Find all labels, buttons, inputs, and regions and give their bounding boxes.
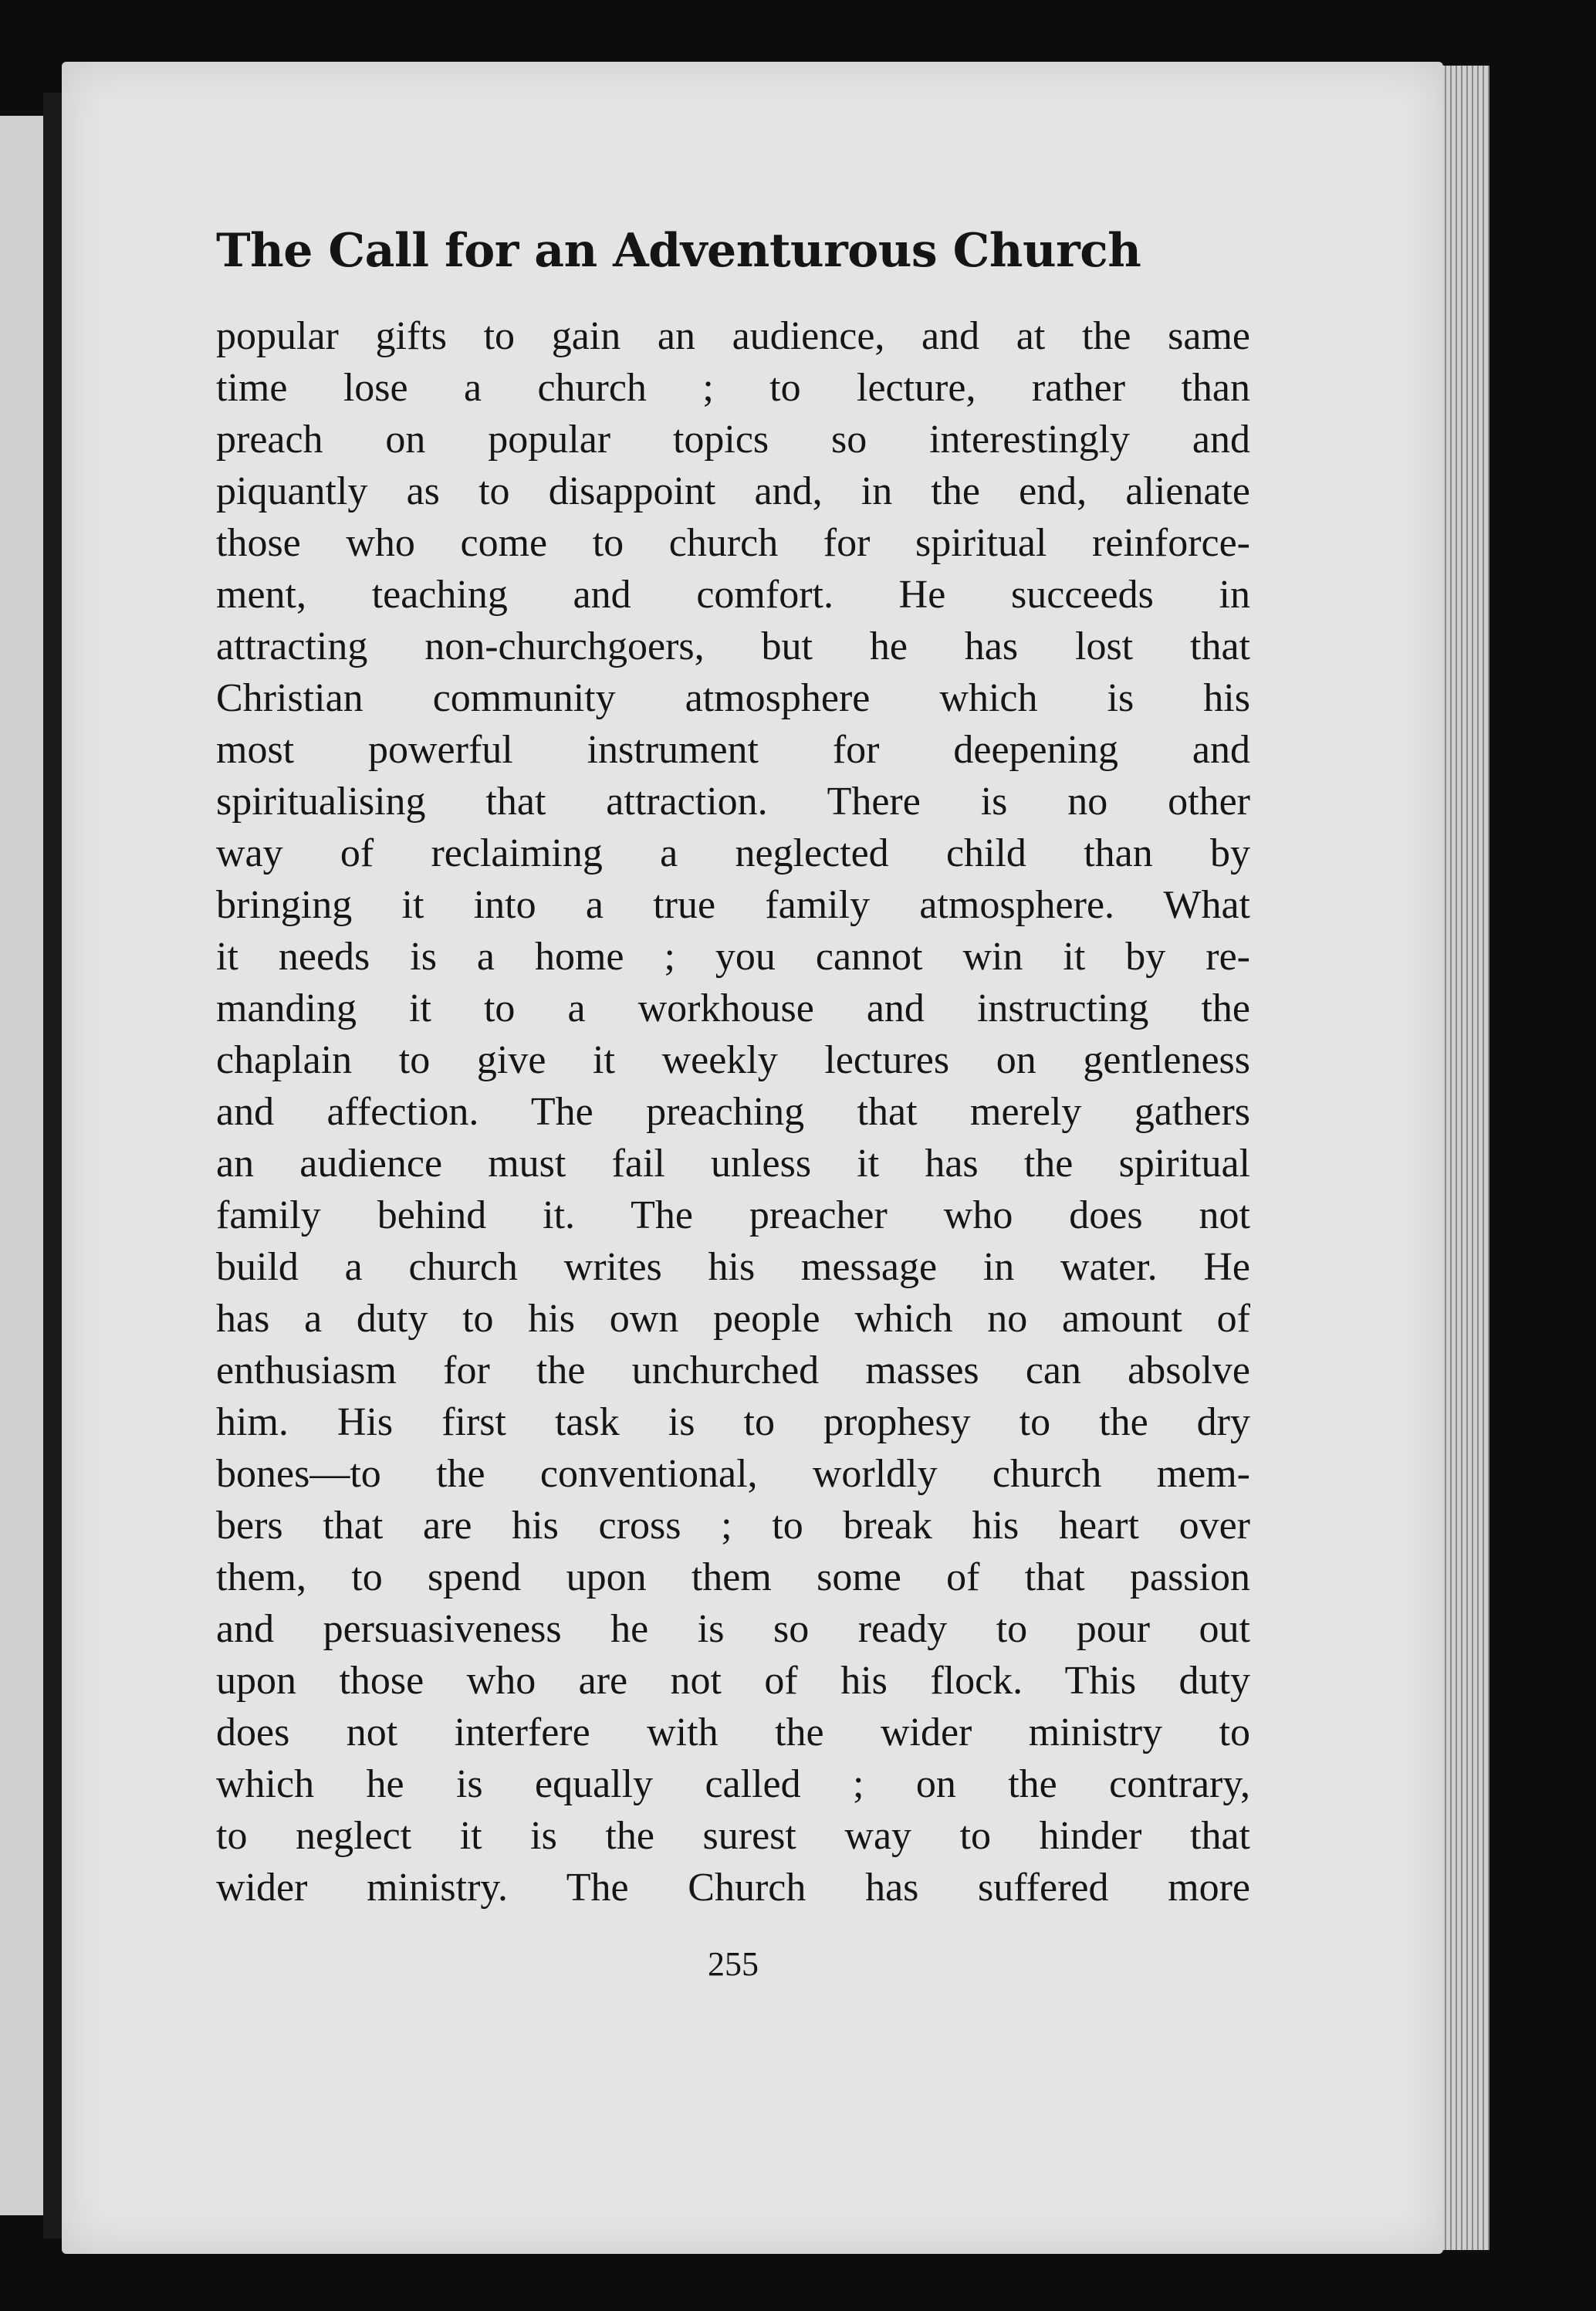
- running-head: The Call for an Adventurous Church: [216, 224, 1141, 278]
- text-line: enthusiasm for the unchurched masses can absolve: [216, 1348, 1250, 1392]
- facing-page-edge: [0, 116, 46, 2215]
- text-line: them, to spend upon them some of that passion: [216, 1555, 1250, 1599]
- text-line: and persuasiveness he is so ready to pour out: [216, 1607, 1250, 1651]
- text-line: manding it to a workhouse and instructing the: [216, 986, 1250, 1030]
- text-line: an audience must fail unless it has the spiritual: [216, 1142, 1250, 1186]
- text-line: spiritualising that attraction. There is no other: [216, 780, 1250, 824]
- text-line: popular gifts to gain an audience, and at the same: [216, 314, 1250, 358]
- text-line: it needs is a home ; you cannot win it by re-: [216, 935, 1250, 979]
- text-line: him. His first task is to prophesy to the dry: [216, 1400, 1250, 1444]
- text-line: most powerful instrument for deepening and: [216, 728, 1250, 772]
- book-binding: [43, 93, 62, 2238]
- text-line: to neglect it is the surest way to hinder that: [216, 1814, 1250, 1858]
- text-line: Christian community atmosphere which is his: [216, 676, 1250, 720]
- text-line: time lose a church ; to lecture, rather than: [216, 366, 1250, 410]
- page-edges: [1435, 66, 1489, 2250]
- text-line: wider ministry. The Church has suffered more: [216, 1866, 1250, 1910]
- text-line: upon those who are not of his flock. This duty: [216, 1659, 1250, 1703]
- text-line: which he is equally called ; on the contrary,: [216, 1762, 1250, 1806]
- page-number: 255: [708, 1945, 759, 1983]
- text-line: bringing it into a true family atmosphere. What: [216, 883, 1250, 927]
- body-text: [216, 310, 1250, 1913]
- text-line: bones—to the conventional, worldly church mem-: [216, 1452, 1250, 1496]
- text-line: piquantly as to disappoint and, in the end, alienate: [216, 469, 1250, 513]
- text-line: bers that are his cross ; to break his heart over: [216, 1504, 1250, 1548]
- text-line: attracting non-churchgoers, but he has lost that: [216, 624, 1250, 668]
- page-content: [216, 224, 1250, 1983]
- text-line: those who come to church for spiritual reinforce-: [216, 521, 1250, 565]
- text-line: build a church writes his message in water. He: [216, 1245, 1250, 1289]
- text-line: chaplain to give it weekly lectures on gentleness: [216, 1038, 1250, 1082]
- text-line: preach on popular topics so interestingly and: [216, 418, 1250, 462]
- text-line: and affection. The preaching that merely gathers: [216, 1090, 1250, 1134]
- text-line: does not interfere with the wider ministry to: [216, 1710, 1250, 1754]
- text-line: family behind it. The preacher who does not: [216, 1193, 1250, 1237]
- text-line: ment, teaching and comfort. He succeeds in: [216, 573, 1250, 617]
- text-line: way of reclaiming a neglected child than by: [216, 831, 1250, 875]
- text-line: has a duty to his own people which no amount of: [216, 1297, 1250, 1341]
